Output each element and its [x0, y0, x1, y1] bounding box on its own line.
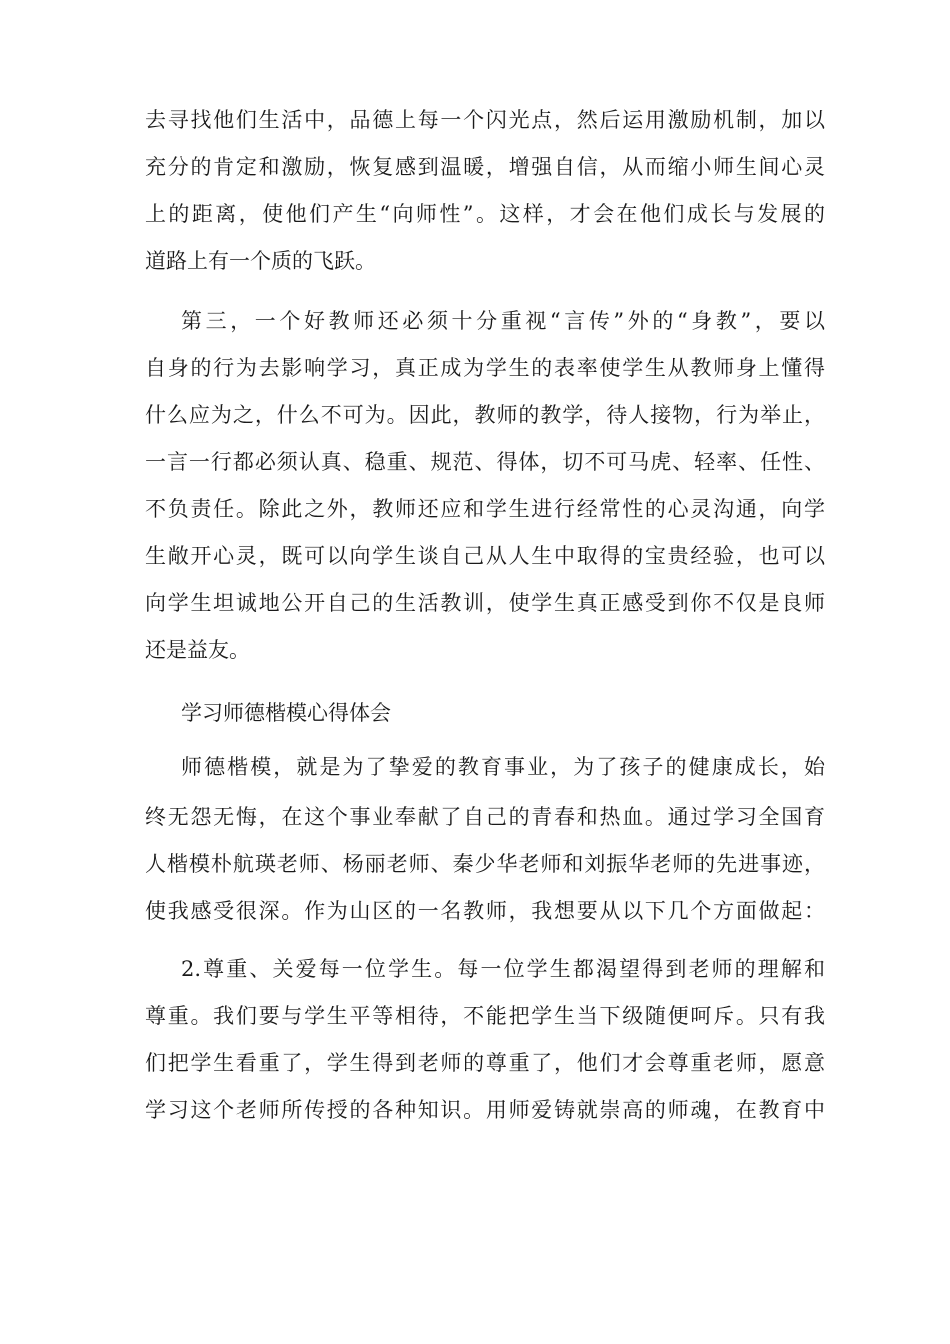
paragraph-line: 生敞开心灵，既可以向学生谈自己从人生中取得的宝贵经验，也可以 — [145, 544, 825, 568]
paragraph-line: 终无怨无悔，在这个事业奉献了自己的青春和热血。通过学习全国育 — [145, 805, 825, 829]
paragraph-line: 一言一行都必须认真、稳重、规范、得体，切不可马虎、轻率、任性、 — [145, 450, 825, 474]
paragraph-line: 不负责任。除此之外，教师还应和学生进行经常性的心灵沟通，向学 — [145, 497, 825, 521]
paragraph-line: 第三，一个好教师还必须十分重视“言传”外的“身教”，要以 — [181, 309, 825, 333]
paragraph-line: 使我感受很深。作为山区的一名教师，我想要从以下几个方面做起： — [145, 899, 825, 923]
paragraph-line: 2.尊重、关爱每一位学生。每一位学生都渴望得到老师的理解和 — [181, 957, 825, 981]
paragraph-line: 道路上有一个质的飞跃。 — [145, 249, 376, 273]
paragraph-line: 们把学生看重了，学生得到老师的尊重了，他们才会尊重老师，愿意 — [145, 1051, 825, 1075]
paragraph-line: 什么应为之，什么不可为。因此，教师的教学，待人接物，行为举止， — [145, 403, 825, 427]
paragraph-line: 向学生坦诚地公开自己的生活教训，使学生真正感受到你不仅是良师 — [145, 591, 825, 615]
paragraph-line: 充分的肯定和激励，恢复感到温暖，增强自信，从而缩小师生间心灵 — [145, 155, 825, 179]
paragraph-line: 学习这个老师所传授的各种知识。用师爱铸就崇高的师魂，在教育中 — [145, 1098, 825, 1122]
paragraph-line: 师德楷模，就是为了挚爱的教育事业，为了孩子的健康成长，始 — [181, 755, 825, 779]
paragraph-line: 人楷模朴航瑛老师、杨丽老师、秦少华老师和刘振华老师的先进事迹， — [145, 852, 825, 876]
paragraph-line: 尊重。我们要与学生平等相待，不能把学生当下级随便呵斥。只有我 — [145, 1004, 825, 1028]
paragraph-line: 自身的行为去影响学习，真正成为学生的表率使学生从教师身上懂得 — [145, 356, 825, 380]
paragraph-line: 去寻找他们生活中，品德上每一个闪光点，然后运用激励机制，加以 — [145, 108, 825, 132]
section-heading: 学习师德楷模心得体会 — [181, 701, 391, 725]
paragraph-line: 还是益友。 — [145, 638, 250, 662]
paragraph-line: 上的距离，使他们产生“向师性”。这样，才会在他们成长与发展的 — [145, 202, 825, 226]
